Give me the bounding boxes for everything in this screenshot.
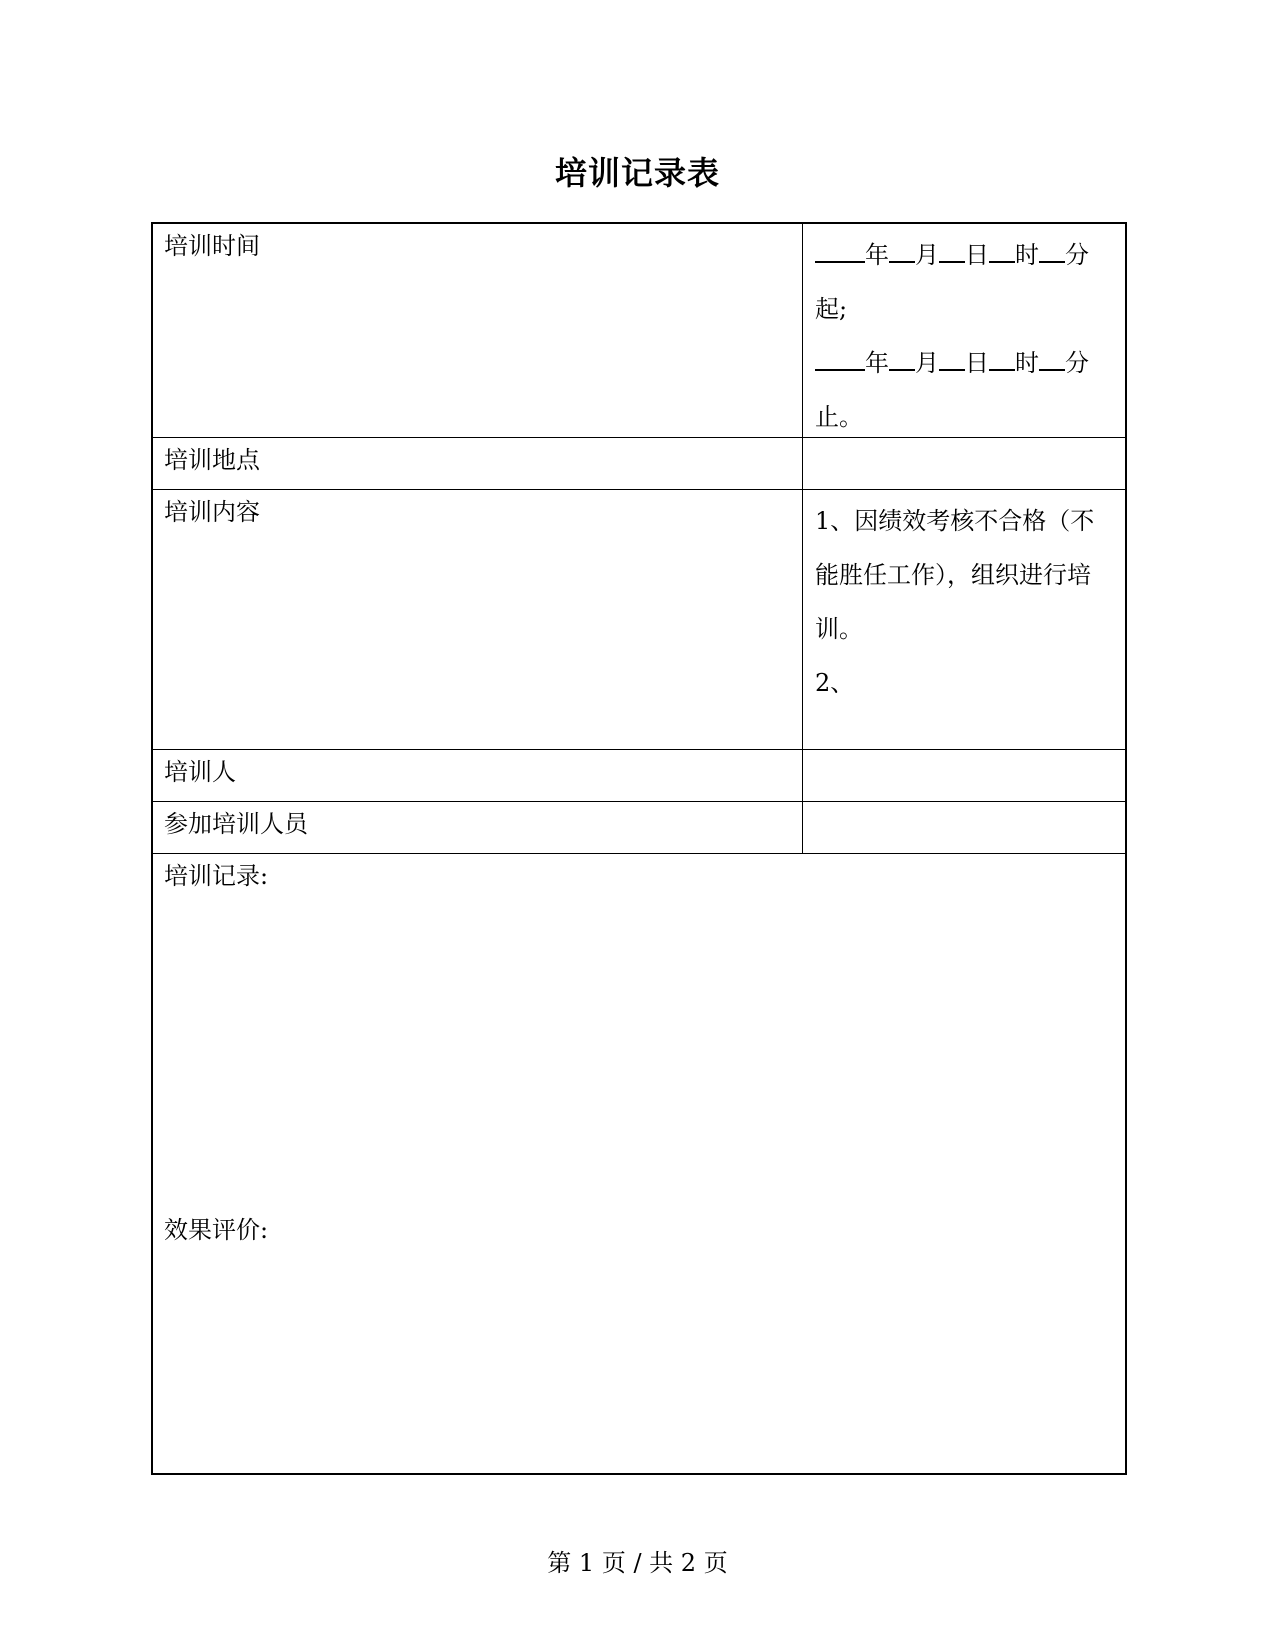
start-minute-blank[interactable] <box>1039 235 1065 263</box>
end-hour-blank[interactable] <box>989 343 1015 371</box>
training-content-value[interactable] <box>803 490 1125 749</box>
end-day-blank[interactable] <box>939 343 965 371</box>
participants-value[interactable] <box>803 802 1125 853</box>
start-hour-blank[interactable] <box>989 235 1015 263</box>
content-item1-line2: 能胜任工作），组织进行培 <box>815 561 1091 589</box>
start-month-blank[interactable] <box>889 235 915 263</box>
row-record[interactable] <box>153 853 1125 1473</box>
training-location-label: 培训地点 <box>153 438 803 489</box>
start-year-blank[interactable] <box>815 235 865 263</box>
trainer-value[interactable] <box>803 750 1125 801</box>
end-year-blank[interactable] <box>815 343 865 371</box>
year-unit: 年 <box>865 349 889 377</box>
row-training-time <box>153 224 1125 437</box>
row-training-location <box>153 437 1125 489</box>
month-unit: 月 <box>915 349 939 377</box>
content-item1-line1: 1、因绩效考核不合格（不 <box>815 507 1095 535</box>
row-trainer <box>153 749 1125 801</box>
training-time-value[interactable] <box>803 224 1125 437</box>
year-unit: 年 <box>865 241 889 269</box>
day-unit: 日 <box>965 349 989 377</box>
minute-unit: 分 <box>1065 241 1089 269</box>
content-item2: 2、 <box>815 669 855 697</box>
training-record-form <box>151 222 1127 1475</box>
training-location-value[interactable] <box>803 438 1125 489</box>
participants-label: 参加培训人员 <box>153 802 803 853</box>
start-day-blank[interactable] <box>939 235 965 263</box>
page-title: 培训记录表 <box>554 154 720 192</box>
training-time-label: 培训时间 <box>153 224 803 437</box>
start-time-line <box>815 228 1113 282</box>
row-training-content <box>153 489 1125 749</box>
page-footer: 第 1 页 / 共 2 页 <box>547 1549 728 1577</box>
record-label: 培训记录: <box>164 862 269 890</box>
end-time-line <box>815 336 1113 390</box>
hour-unit: 时 <box>1015 349 1039 377</box>
minute-unit: 分 <box>1065 349 1089 377</box>
start-suffix: 起; <box>815 295 848 323</box>
training-content-label: 培训内容 <box>153 490 803 749</box>
month-unit: 月 <box>915 241 939 269</box>
trainer-label: 培训人 <box>153 750 803 801</box>
end-month-blank[interactable] <box>889 343 915 371</box>
evaluation-label: 效果评价: <box>164 1216 269 1244</box>
end-suffix: 止。 <box>815 403 863 431</box>
row-participants <box>153 801 1125 853</box>
end-minute-blank[interactable] <box>1039 343 1065 371</box>
content-item1-line3: 训。 <box>815 615 863 643</box>
day-unit: 日 <box>965 241 989 269</box>
hour-unit: 时 <box>1015 241 1039 269</box>
